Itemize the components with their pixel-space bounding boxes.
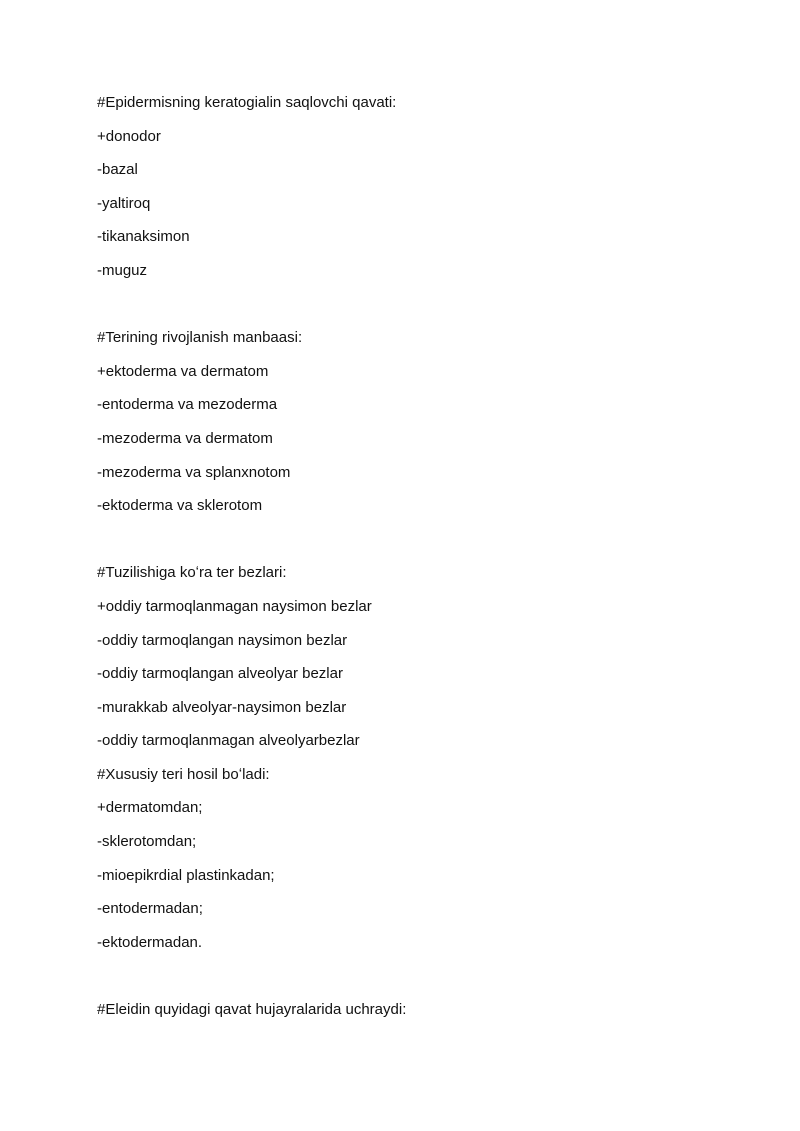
question-heading: #Xususiy teri hosil boʻladi:	[97, 765, 270, 783]
answer-option: -oddiy tarmoqlanmagan alveolyarbezlar	[97, 732, 360, 750]
answer-option: -mezoderma va dermatom	[97, 429, 273, 447]
answer-option: -ektodermadan.	[97, 933, 203, 951]
answer-option: +ektoderma va dermatom	[97, 362, 269, 380]
answer-option: -tikanaksimon	[97, 228, 190, 246]
answer-option: -muguz	[97, 261, 148, 279]
answer-option: -sklerotomdan;	[97, 833, 197, 851]
document-content	[97, 93, 737, 1034]
answer-option: -oddiy tarmoqlangan naysimon bezlar	[97, 631, 348, 649]
question-heading: #Eleidin quyidagi qavat hujayralarida uchraydi:	[97, 1001, 407, 1019]
answer-option: +oddiy tarmoqlanmagan naysimon bezlar	[97, 597, 372, 615]
question-heading: #Terining rivojlanish manbaasi:	[97, 329, 303, 347]
answer-option: +donodor	[97, 127, 161, 145]
answer-option: -entoderma va mezoderma	[97, 396, 278, 414]
answer-option: -entodermadan;	[97, 900, 203, 918]
answer-option: -ektoderma va sklerotom	[97, 497, 263, 515]
answer-option: -yaltiroq	[97, 194, 151, 212]
answer-option: -bazal	[97, 161, 138, 179]
blank-line	[97, 966, 737, 986]
answer-option: -mezoderma va splanxnotom	[97, 463, 291, 481]
answer-option: -murakkab alveolyar-naysimon bezlar	[97, 698, 347, 716]
answer-option: +dermatomdan;	[97, 799, 203, 817]
blank-line	[97, 530, 737, 550]
question-heading: #Epidermisning keratogialin saqlovchi qavati:	[97, 94, 397, 111]
question-heading: #Tuzilishiga koʻra ter bezlari:	[97, 564, 287, 582]
answer-option: -mioepikrdial plastinkadan;	[97, 866, 275, 884]
answer-option: -oddiy tarmoqlangan alveolyar bezlar	[97, 665, 343, 683]
blank-line	[97, 295, 737, 315]
